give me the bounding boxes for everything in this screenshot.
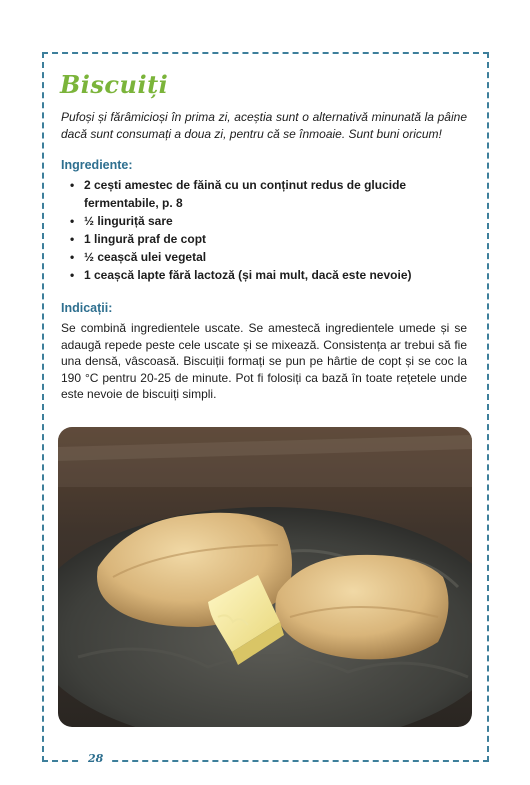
ingredients-heading: Ingrediente:	[61, 158, 133, 172]
ingredient-item: • ½ linguriță sare	[62, 212, 462, 230]
ingredient-item: • 2 cești amestec de făină cu un conținut redus de glucide fermentabile, p. 8	[62, 176, 462, 212]
directions-text: Se combină ingredientele uscate. Se amestecă ingredientele umede și se adaugă repede peste cele uscate și se mixează. Consistența ar trebui să fie una densă, vâscoasă. Biscuiții formați se pun pe hârtie de copt și se coc la 190 °C pentru 20-25 de minute. Pot fi folosiți ca bază în toate rețetele unde este nevoie de biscuiți simpli.	[61, 321, 467, 401]
biscuits-photo	[58, 427, 472, 727]
ingredient-item: • ½ ceașcă ulei vegetal	[62, 248, 462, 266]
ingredients-list	[62, 176, 462, 284]
page-number: 28	[82, 752, 109, 765]
ingredient-item: • 1 ceașcă lapte fără lactoză (și mai mult, dacă este nevoie)	[62, 266, 462, 284]
recipe-intro: Pufoși și fărâmicioși în prima zi, aceștia sunt o alternativă minunată la pâine dacă sunt consumați a doua zi, pentru că se înmoaie. Sunt buni oricum!	[61, 110, 467, 141]
directions-heading: Indicații:	[61, 301, 113, 315]
ingredient-item: • 1 lingură praf de copt	[62, 230, 462, 248]
recipe-title: Biscuiți	[60, 70, 169, 99]
